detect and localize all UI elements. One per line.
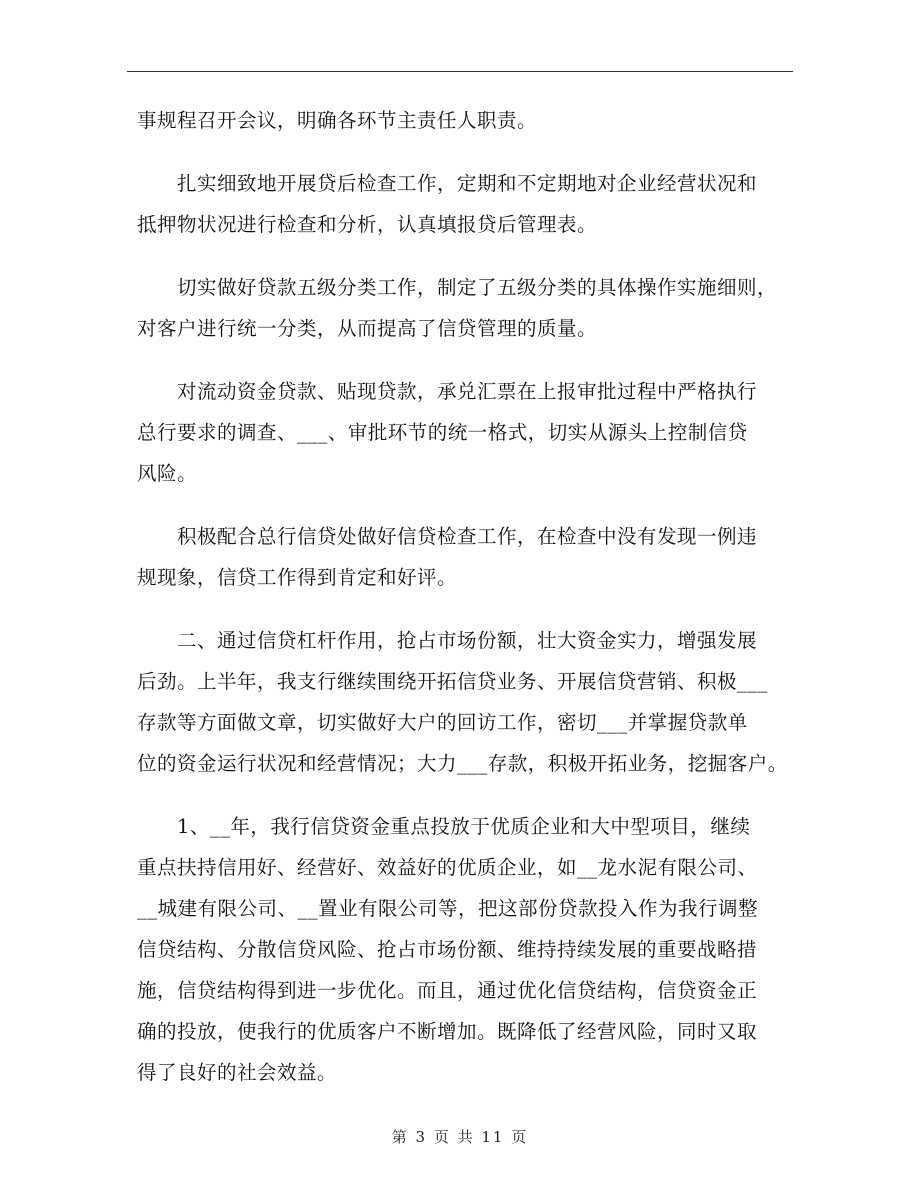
text-line: 后劲。上半年，我支行继续围绕开拓信贷业务、开展信贷营销、积极___	[137, 670, 768, 693]
text-line: 二、通过信贷杠杆作用，抢占市场份额，壮大资金实力，增强发展	[137, 629, 758, 652]
text-line: 积极配合总行信贷处做好信贷检查工作，在检查中没有发现一例违	[137, 525, 758, 548]
text-line: 切实做好贷款五级分类工作，制定了五级分类的具体操作实施细则，	[137, 276, 778, 299]
text-line: 位的资金运行状况和经营情况；大力___存款，积极开拓业务，挖掘客户。	[137, 752, 788, 775]
paragraph	[137, 267, 777, 349]
text-line: 施，信贷结构得到进一步优化。而且，通过优化信贷结构，信贷资金正	[137, 979, 758, 1002]
text-line: 确的投放，使我行的优质客户不断增加。既降低了经营风险，同时又取	[137, 1020, 758, 1043]
paragraph	[137, 620, 788, 784]
document-body	[137, 100, 788, 1115]
paragraph	[137, 163, 777, 245]
text-line: 信贷结构、分散信贷风险、抢占市场份额、维持持续发展的重要战略措	[137, 938, 758, 961]
paragraph	[137, 371, 777, 494]
text-line: 风险。	[137, 462, 198, 485]
text-line: 抵押物状况进行检查和分析，认真填报贷后管理表。	[137, 213, 598, 236]
text-line: 总行要求的调查、___、审批环节的统一格式，切实从源头上控制信贷	[137, 421, 748, 444]
text-line: 扎实细致地开展贷后检查工作，定期和不定期地对企业经营状况和	[137, 172, 758, 195]
text-line: 得了良好的社会效益。	[137, 1061, 338, 1084]
text-line: __城建有限公司、__置业有限公司等，把这部份贷款投入作为我行调整	[137, 897, 759, 920]
text-line: 规现象，信贷工作得到肯定和好评。	[137, 566, 458, 589]
paragraph	[137, 516, 777, 598]
text-line: 对流动资金贷款、贴现贷款，承兑汇票在上报审批过程中严格执行	[137, 380, 758, 403]
text-line: 1、__年，我行信贷资金重点投放于优质企业和大中型项目，继续	[137, 815, 751, 838]
text-line: 事规程召开会议，明确各环节主责任人职责。	[137, 109, 538, 132]
page-number-footer: 第 3 页 共 11 页	[391, 1128, 529, 1146]
text-line: 对客户进行统一分类，从而提高了信贷管理的质量。	[137, 317, 598, 340]
text-line: 存款等方面做文章，切实做好大户的回访工作，密切___并掌握贷款单	[137, 711, 748, 734]
header-rule	[127, 71, 793, 72]
text-line: 重点扶持信用好、经营好、效益好的优质企业，如__龙水泥有限公司、	[137, 856, 758, 879]
paragraph	[137, 806, 777, 1093]
paragraph	[137, 100, 777, 141]
